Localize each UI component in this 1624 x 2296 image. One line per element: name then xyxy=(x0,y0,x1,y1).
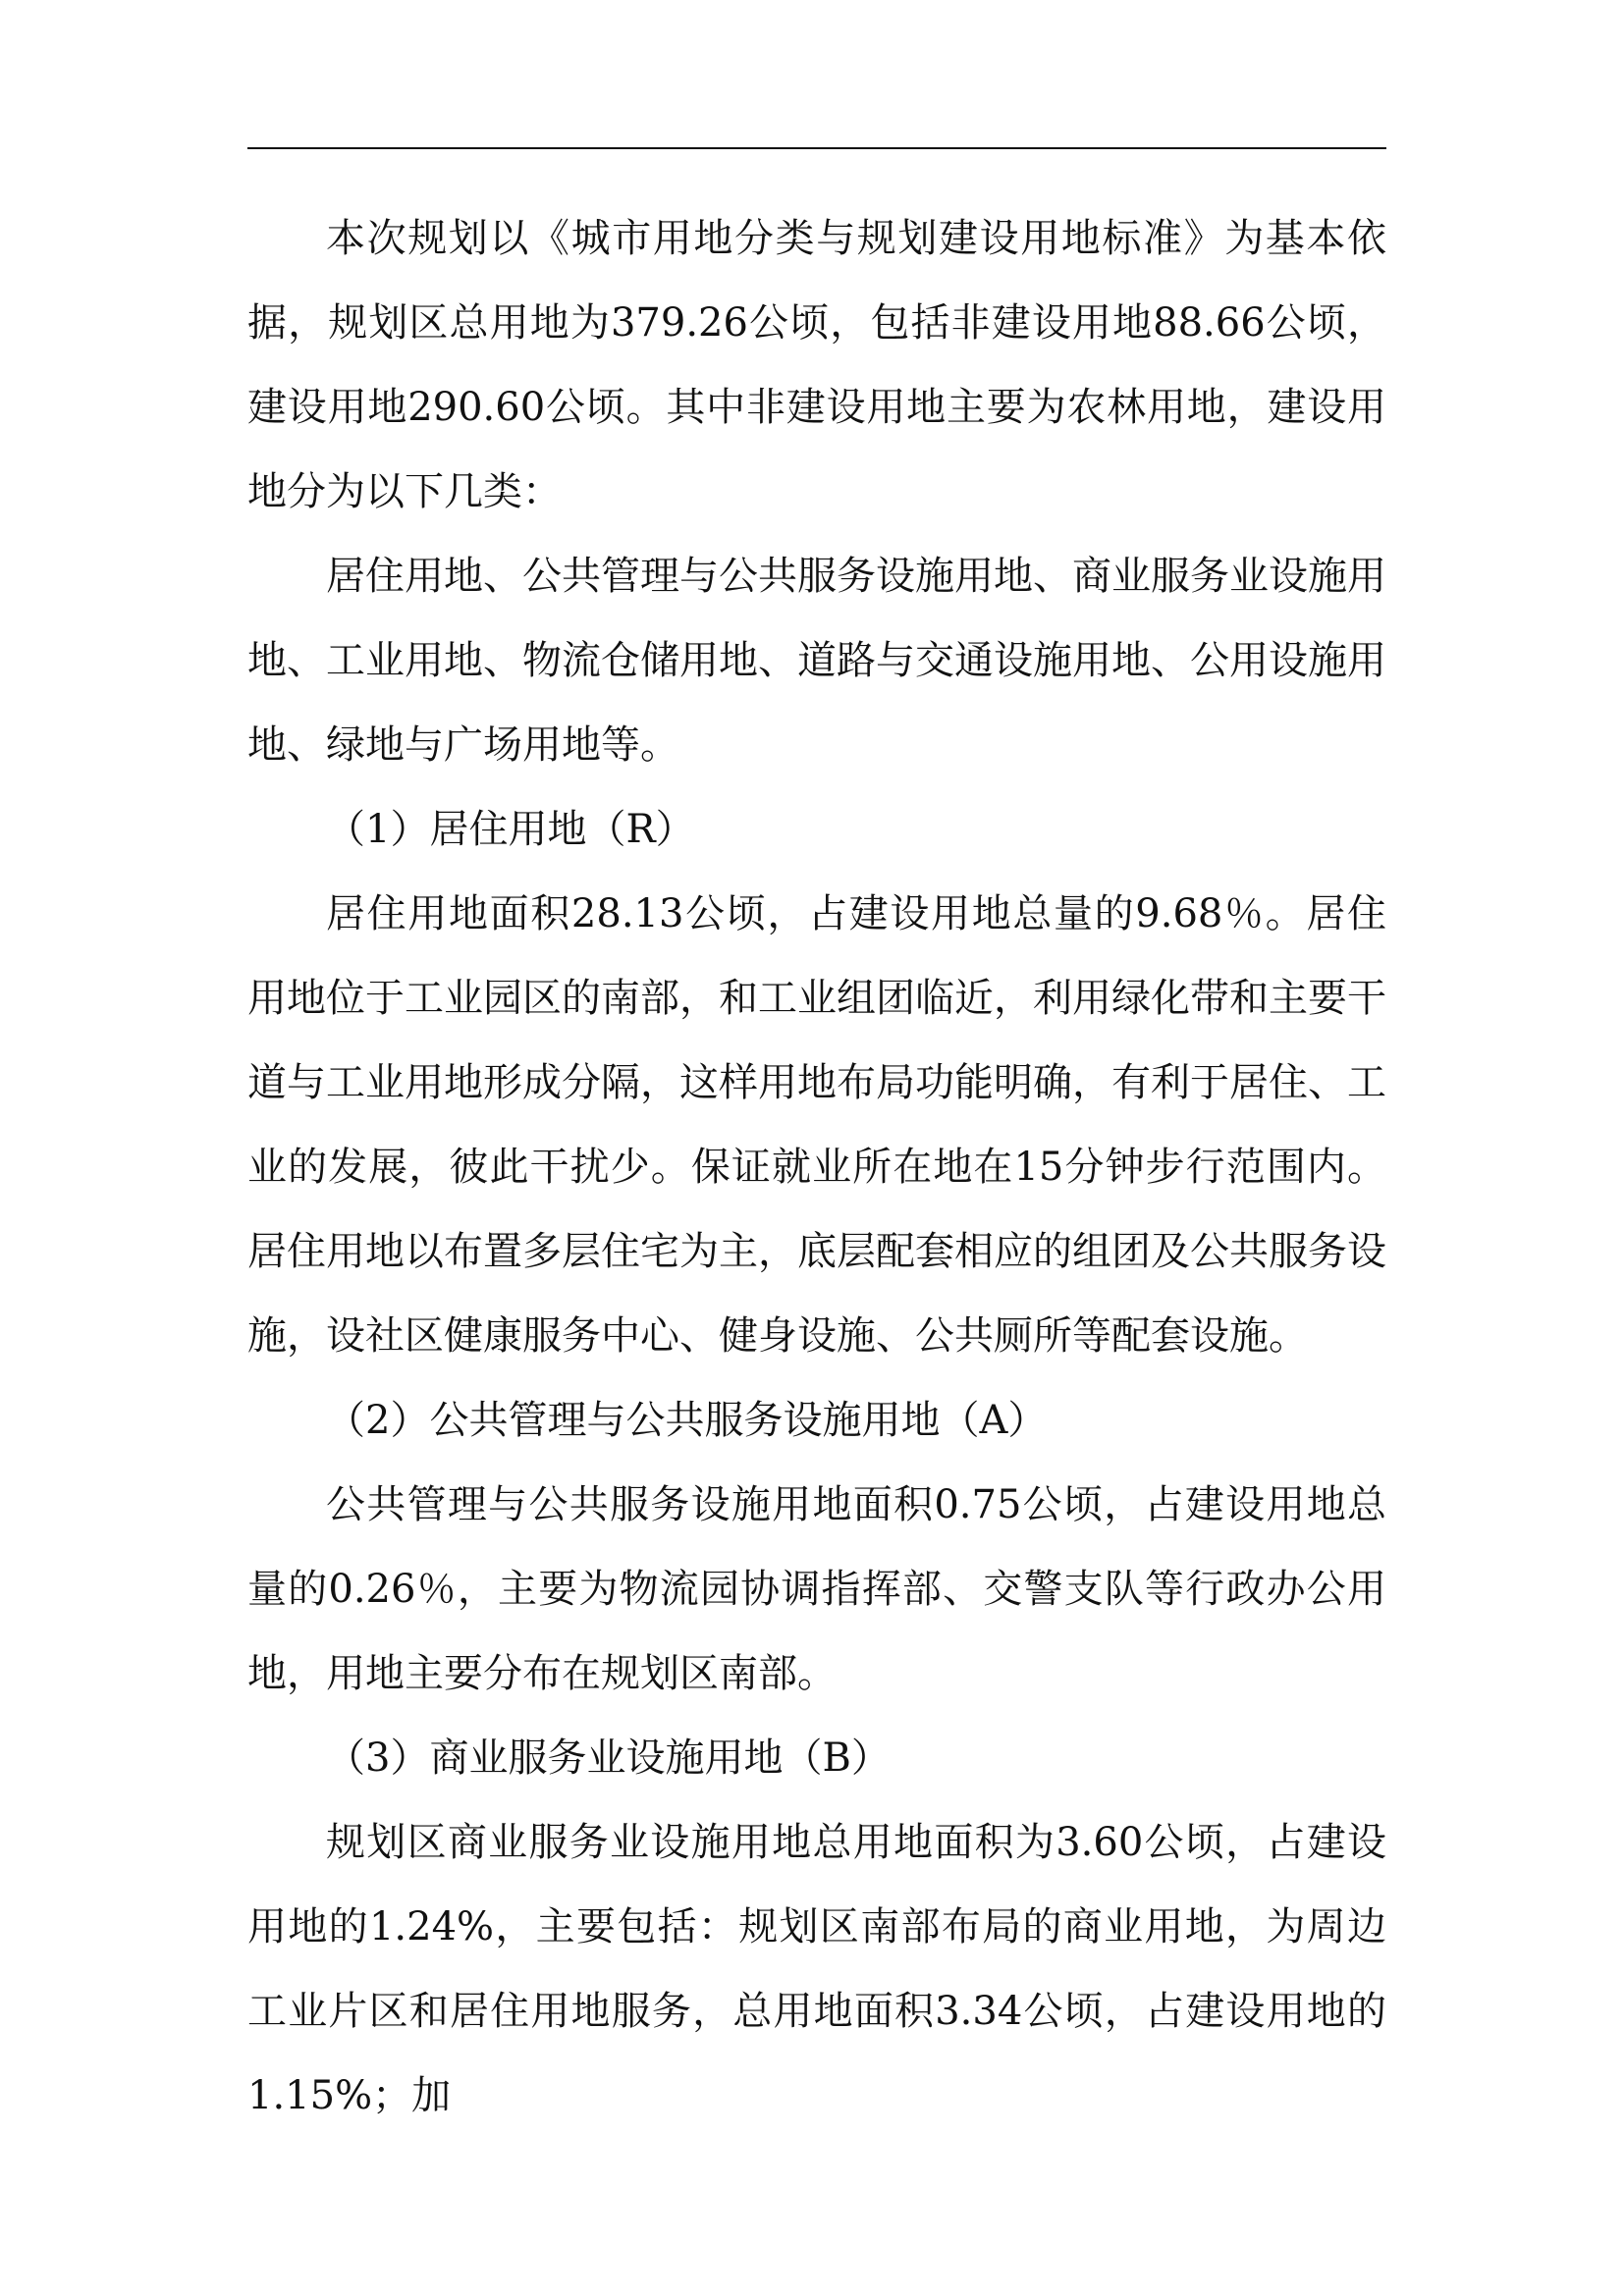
section-heading-public-services: （2）公共管理与公共服务设施用地（A） xyxy=(326,1398,1048,1443)
land-categories-paragraph: 居住用地、公共管理与公共服务设施用地、商业服务业设施用地、工业用地、物流仓储用地、道路与交通设施用地、公用设施用地、绿地与广场用地等。 xyxy=(247,554,1386,768)
section-heading-commercial: （3）商业服务业设施用地（B） xyxy=(326,1735,891,1781)
document-body xyxy=(247,196,1386,2138)
commercial-paragraph: 规划区商业服务业设施用地总用地面积为3.60公顷，占建设用地的1.24%，主要包括：规划区南部布局的商业用地，为周边工业片区和居住用地服务，总用地面积3.34公顷，占建设用地的1.15%；加 xyxy=(247,1820,1386,2118)
public-services-paragraph: 公共管理与公共服务设施用地面积0.75公顷，占建设用地总量的0.26％，主要为物流园协调指挥部、交警支队等行政办公用地，用地主要分布在规划区南部。 xyxy=(247,1482,1386,1696)
section-heading-residential: （1）居住用地（R） xyxy=(326,807,695,852)
header-rule xyxy=(247,147,1386,149)
residential-paragraph: 居住用地面积28.13公顷，占建设用地总量的9.68％。居住用地位于工业园区的南部，和工业组团临近，利用绿化带和主要干道与工业用地形成分隔，这样用地布局功能明确，有利于居住、工业的发展，彼此干扰少。保证就业所在地在15分钟步行范围内。居住用地以布置多层住宅为主，底层配套相应的组团及公共服务设施，设社区健康服务中心、健身设施、公共厕所等配套设施。 xyxy=(247,891,1386,1359)
intro-paragraph: 本次规划以《城市用地分类与规划建设用地标准》为基本依据，规划区总用地为379.26公顷，包括非建设用地88.66公顷，建设用地290.60公顷。其中非建设用地主要为农林用地，建设用地分为以下几类： xyxy=(247,216,1386,514)
